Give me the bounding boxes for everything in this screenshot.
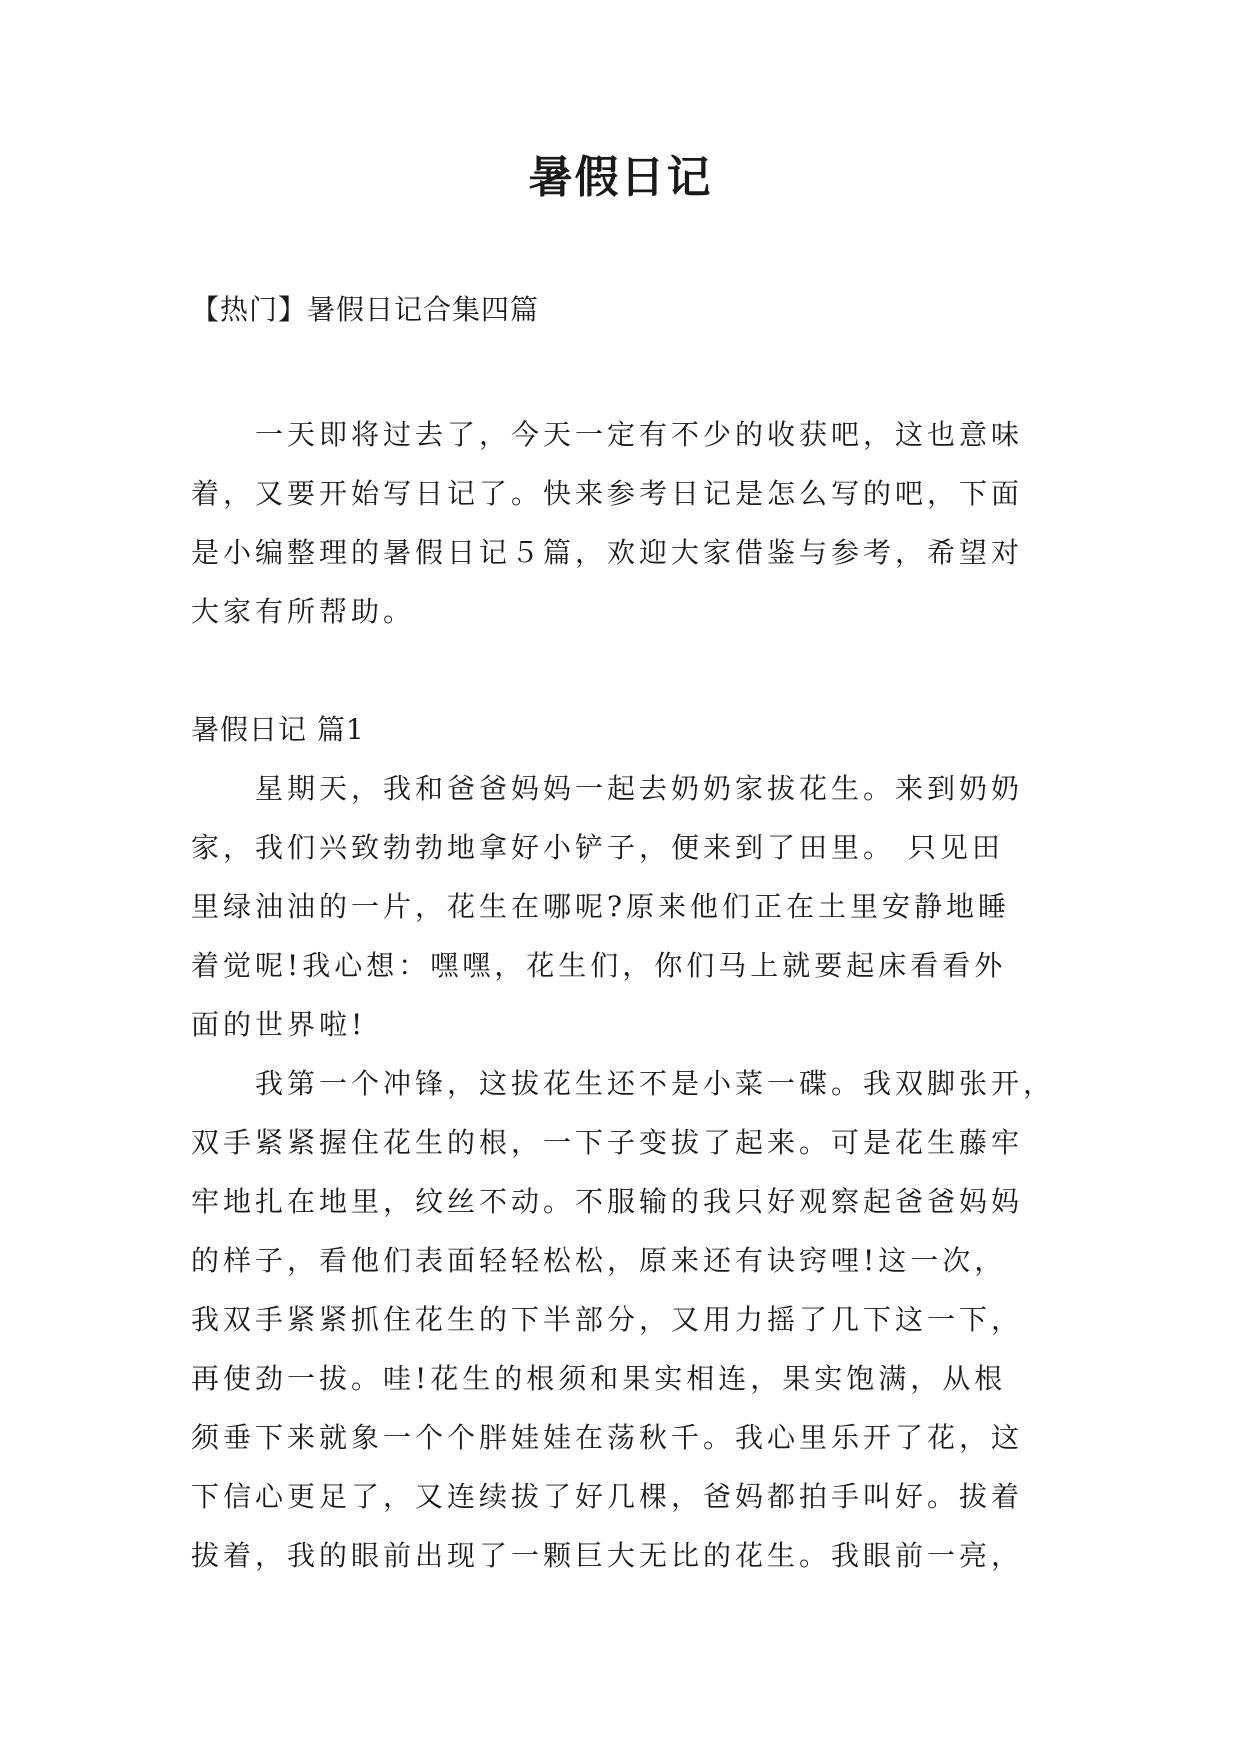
intro-line: 是小编整理的暑假日记５篇，欢迎大家借鉴与参考，希望对 xyxy=(191,536,1024,569)
paragraph-2-line: 双手紧紧握住花生的根，一下子变拔了起来。可是花生藤牢 xyxy=(191,1126,1024,1159)
paragraph-2-line: 我第一个冲锋，这拔花生还不是小菜一碟。我双脚张开， xyxy=(255,1067,1056,1100)
section-heading: 暑假日记 篇1 xyxy=(191,713,365,746)
paragraph-2-line: 我双手紧紧抓住花生的下半部分，又用力摇了几下这一下， xyxy=(191,1303,1024,1336)
paragraph-2-line: 再使劲一拔。哇!花生的根须和果实相连，果实饱满，从根 xyxy=(191,1362,1007,1395)
intro-line: 大家有所帮助。 xyxy=(191,595,416,628)
intro-line: 着，又要开始写日记了。快来参考日记是怎么写的吧，下面 xyxy=(191,477,1024,510)
document-subtitle: 【热门】暑假日记合集四篇 xyxy=(191,293,540,326)
intro-line: 一天即将过去了，今天一定有不少的收获吧，这也意味 xyxy=(255,418,1024,451)
paragraph-2-line: 拔着，我的眼前出现了一颗巨大无比的花生。我眼前一亮， xyxy=(191,1539,1024,1572)
document-title: 暑假日记 xyxy=(528,152,713,203)
paragraph-2-line: 的样子，看他们表面轻轻松松，原来还有诀窍哩!这一次， xyxy=(191,1244,1007,1277)
diary-section-1 xyxy=(191,700,1059,1585)
paragraph-1-line: 着觉呢!我心想：嘿嘿，花生们，你们马上就要起床看看外 xyxy=(191,949,1007,982)
paragraph-2-line: 须垂下来就象一个个胖娃娃在荡秋千。我心里乐开了花，这 xyxy=(191,1421,1024,1454)
paragraph-1-line: 星期天，我和爸爸妈妈一起去奶奶家拔花生。来到奶奶 xyxy=(255,772,1024,805)
intro-paragraph xyxy=(191,405,1059,641)
paragraph-1-line: 家，我们兴致勃勃地拿好小铲子，便来到了田里。 只见田 xyxy=(191,831,1004,864)
paragraph-1-line: 里绿油油的一片，花生在哪呢?原来他们正在土里安静地睡 xyxy=(191,890,1011,923)
paragraph-2-line: 下信心更足了，又连续拔了好几棵，爸妈都拍手叫好。拔着 xyxy=(191,1480,1024,1513)
paragraph-2-line: 牢地扎在地里，纹丝不动。不服输的我只好观察起爸爸妈妈 xyxy=(191,1185,1024,1218)
paragraph-1-line: 面的世界啦! xyxy=(191,1008,367,1041)
